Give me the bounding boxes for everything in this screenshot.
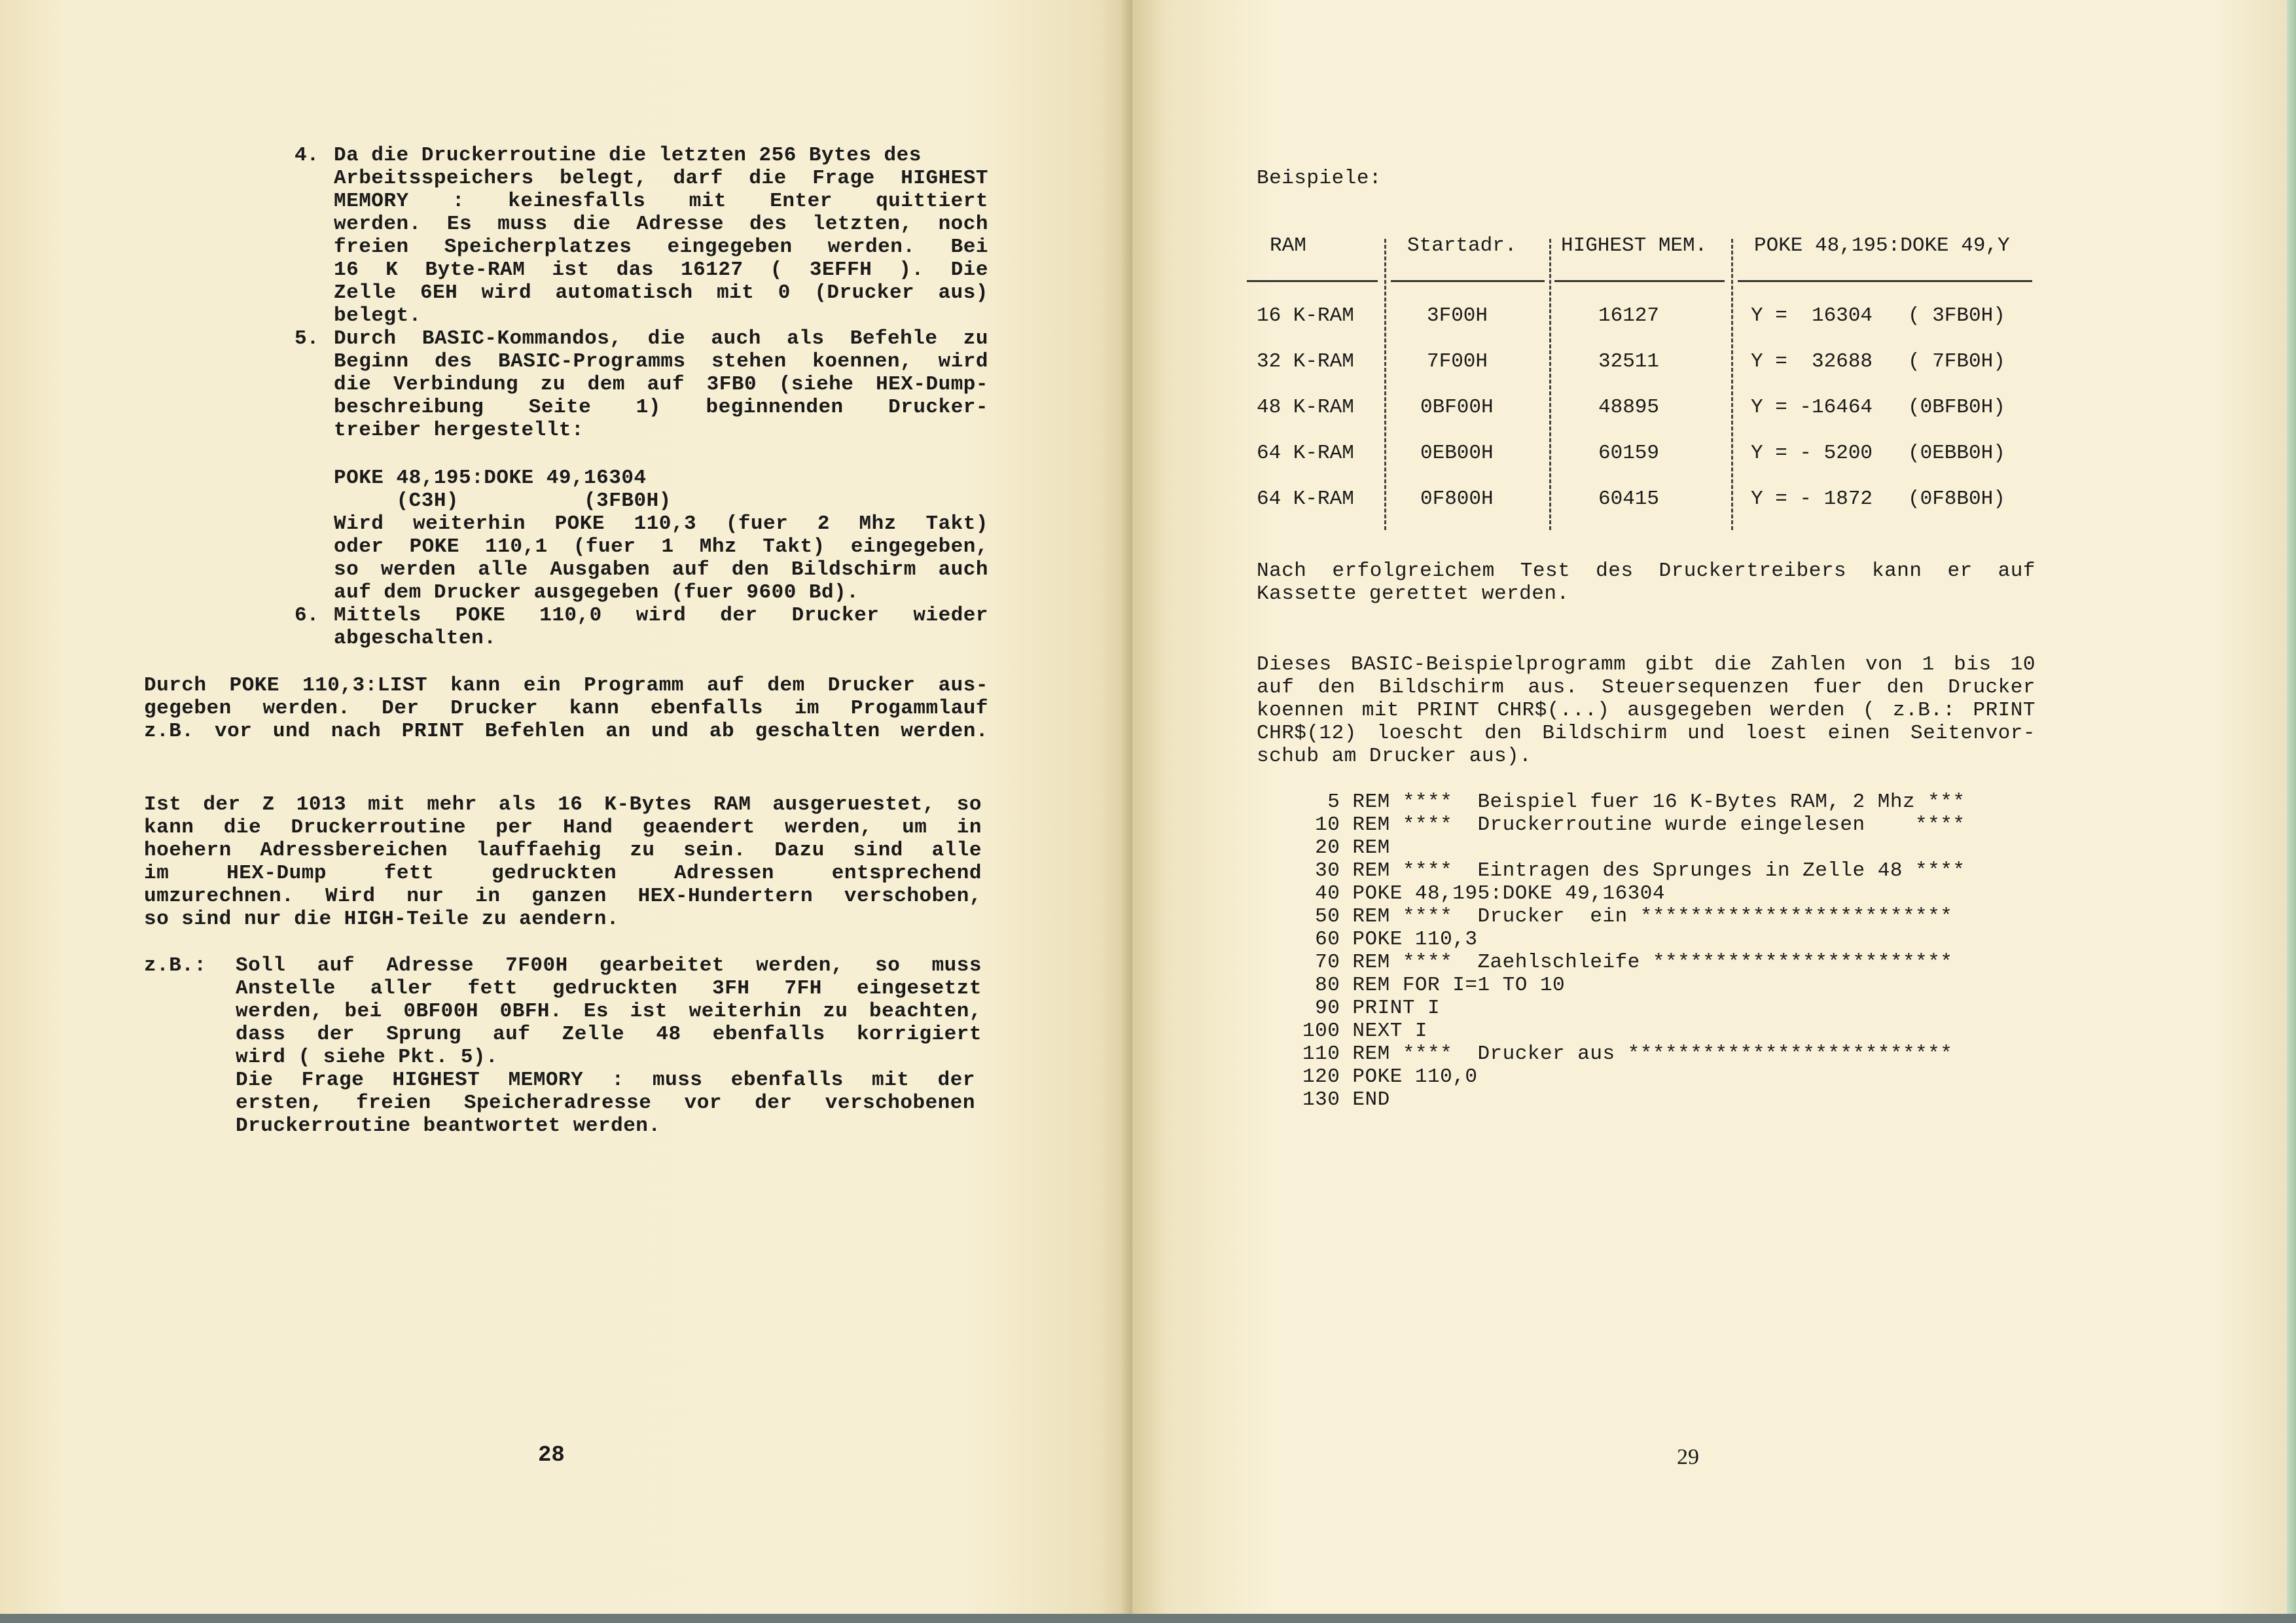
table-rule: [1554, 280, 1725, 282]
paragraph-line: ersten, freien Speicheradresse vor der verschobenen: [236, 1092, 975, 1115]
table-cell: 16 K-RAM: [1257, 304, 1354, 327]
list-item-line: belegt.: [334, 304, 422, 327]
list-item-line: Zelle 6EH wird automatisch mit 0 (Drucker aus): [334, 281, 988, 304]
paragraph-line: wird ( siehe Pkt. 5).: [236, 1046, 499, 1069]
paragraph-line: kann die Druckerroutine per Hand geaendert werden, um in: [144, 816, 982, 839]
paragraph-line: CHR$(12) loescht den Bildschirm und loest einen Seitenvor-: [1257, 722, 2036, 745]
program-line: 80 REM FOR I=1 TO 10: [1302, 974, 1566, 997]
zb-label: z.B.:: [144, 954, 207, 977]
table-cell: ( 3FB0H): [1908, 304, 2005, 327]
table-cell: 32 K-RAM: [1257, 350, 1354, 373]
table-rule: [1738, 280, 2032, 282]
table-cell: 0BF00H: [1420, 396, 1494, 419]
table-cell: Y = -16464: [1751, 396, 1873, 419]
table-cell: 0EB00H: [1420, 442, 1494, 465]
table-cell: Y = - 1872: [1751, 488, 1873, 510]
left-page: [0, 0, 1132, 1623]
program-line: 60 POKE 110,3: [1302, 928, 1478, 951]
program-line: 40 POKE 48,195:DOKE 49,16304: [1302, 882, 1665, 905]
paragraph-line: schub am Drucker aus).: [1257, 745, 1532, 768]
table-cell: 60159: [1598, 442, 1660, 465]
list-item-line: werden. Es muss die Adresse des letzten, noch: [334, 213, 988, 236]
program-line: 30 REM **** Eintragen des Sprunges in Zelle 48 ****: [1302, 859, 1965, 882]
paragraph-line: hoehern Adressbereichen lauffaehig zu sein. Dazu sind alle: [144, 839, 982, 862]
program-line: 70 REM **** Zaehlschleife ************************: [1302, 951, 1953, 974]
table-cell: 7F00H: [1427, 350, 1488, 373]
program-line: 50 REM **** Drucker ein *************************: [1302, 905, 1953, 928]
page-edge: [2287, 0, 2296, 1623]
paragraph-line: dass der Sprung auf Zelle 48 ebenfalls korrigiert: [236, 1023, 982, 1046]
program-line: 10 REM **** Druckerroutine wurde eingelesen ****: [1302, 813, 1965, 836]
paragraph-line: Dieses BASIC-Beispielprogramm gibt die Zahlen von 1 bis 10: [1257, 653, 2036, 676]
program-line: 90 PRINT I: [1302, 997, 1441, 1020]
table-cell: 60415: [1598, 488, 1660, 510]
paragraph-line: Ist der Z 1013 mit mehr als 16 K-Bytes RAM ausgeruestet, so: [144, 793, 982, 816]
paragraph-line: Durch POKE 110,3:LIST kann ein Programm auf dem Drucker aus-: [144, 674, 988, 697]
table-cell: 16127: [1598, 304, 1660, 327]
paragraph-line: so sind nur die HIGH-Teile zu aendern.: [144, 908, 619, 931]
paragraph-line: gegeben werden. Der Drucker kann ebenfalls im Progammlauf: [144, 697, 988, 720]
code-line: POKE 48,195:DOKE 49,16304: [334, 467, 647, 490]
table-cell: (0F8B0H): [1908, 488, 2005, 510]
column-separator: [1731, 239, 1733, 530]
paragraph-line: werden, bei 0BF00H 0BFH. Es ist weiterhin zu beachten,: [236, 1000, 982, 1023]
table-header-highest-mem: HIGHEST MEM.: [1561, 234, 1708, 257]
table-cell: 3F00H: [1427, 304, 1488, 327]
list-item-line: oder POKE 110,1 (fuer 1 Mhz Takt) eingegeben,: [334, 535, 988, 558]
list-item-line: Wird weiterhin POKE 110,3 (fuer 2 Mhz Takt): [334, 512, 988, 535]
program-line: 110 REM **** Drucker aus **************************: [1302, 1043, 1953, 1065]
code-line: (C3H) (3FB0H): [334, 490, 672, 512]
paragraph-line: Nach erfolgreichem Test des Druckertreibers kann er auf: [1257, 560, 2036, 582]
list-item-line: auf dem Drucker ausgegeben (fuer 9600 Bd).: [334, 581, 859, 604]
table-cell: 32511: [1598, 350, 1660, 373]
paragraph-line: Anstelle aller fett gedruckten 3FH 7FH eingesetzt: [236, 977, 982, 1000]
page-number: 28: [538, 1443, 565, 1468]
list-number: 6.: [295, 604, 319, 627]
column-separator: [1549, 239, 1551, 530]
list-item-line: so werden alle Ausgaben auf den Bildschirm auch: [334, 558, 988, 581]
list-item-line: Beginn des BASIC-Programms stehen koennen, wird: [334, 350, 988, 373]
table-cell: 64 K-RAM: [1257, 488, 1354, 510]
list-item-line: MEMORY : keinesfalls mit Enter quittiert: [334, 190, 988, 213]
table-cell: 48 K-RAM: [1257, 396, 1354, 419]
paragraph-line: koennen mit PRINT CHR$(...) ausgegeben werden ( z.B.: PRINT: [1257, 699, 2036, 722]
paragraph-line: Druckerroutine beantwortet werden.: [236, 1115, 661, 1137]
column-separator: [1384, 239, 1386, 530]
list-item-line: Da die Druckerroutine die letzten 256 Bytes des: [334, 144, 922, 167]
table-header-ram: RAM: [1270, 234, 1306, 257]
list-item-line: Durch BASIC-Kommandos, die auch als Befehle zu: [334, 327, 988, 350]
section-heading: Beispiele:: [1257, 167, 1382, 190]
table-header-poke: POKE 48,195:DOKE 49,Y: [1754, 234, 2010, 257]
list-number: 4.: [295, 144, 319, 167]
list-item-line: beschreibung Seite 1) beginnenden Drucker-: [334, 396, 988, 419]
program-line: 120 POKE 110,0: [1302, 1065, 1478, 1088]
program-line: 100 NEXT I: [1302, 1020, 1428, 1043]
table-cell: 48895: [1598, 396, 1660, 419]
paragraph-line: umzurechnen. Wird nur in ganzen HEX-Hundertern verschoben,: [144, 885, 982, 908]
table-cell: 0F800H: [1420, 488, 1494, 510]
table-cell: Y = - 5200: [1751, 442, 1873, 465]
list-item-line: treiber hergestellt:: [334, 419, 584, 442]
list-item-line: freien Speicherplatzes eingegeben werden. Bei: [334, 236, 988, 259]
table-cell: Y = 16304: [1751, 304, 1873, 327]
program-line: 20 REM: [1302, 836, 1390, 859]
paragraph-line: im HEX-Dump fett gedruckten Adressen entsprechend: [144, 862, 982, 885]
table-header-startadr: Startadr.: [1407, 234, 1517, 257]
paragraph-line: Soll auf Adresse 7F00H gearbeitet werden, so muss: [236, 954, 982, 977]
program-line: 130 END: [1302, 1088, 1390, 1111]
table-rule: [1247, 280, 1378, 282]
paragraph-line: z.B. vor und nach PRINT Befehlen an und ab geschalten werden.: [144, 720, 988, 743]
list-item-line: Arbeitsspeichers belegt, darf die Frage HIGHEST: [334, 167, 988, 190]
list-item-line: die Verbindung zu dem auf 3FB0 (siehe HEX-Dump-: [334, 373, 988, 396]
list-item-line: 16 K Byte-RAM ist das 16127 ( 3EFFH ). Die: [334, 259, 988, 281]
paragraph-line: Kassette gerettet werden.: [1257, 582, 1570, 605]
right-page: [1132, 0, 2296, 1623]
list-number: 5.: [295, 327, 319, 350]
table-cell: Y = 32688: [1751, 350, 1873, 373]
list-item-line: abgeschalten.: [334, 627, 497, 650]
scan-bottom-edge: [0, 1614, 2296, 1623]
table-cell: ( 7FB0H): [1908, 350, 2005, 373]
table-cell: 64 K-RAM: [1257, 442, 1354, 465]
table-rule: [1391, 280, 1545, 282]
page-number: 29: [1677, 1445, 1699, 1469]
list-item-line: Mittels POKE 110,0 wird der Drucker wieder: [334, 604, 988, 627]
table-cell: (0BFB0H): [1908, 396, 2005, 419]
program-line: 5 REM **** Beispiel fuer 16 K-Bytes RAM, 2 Mhz ***: [1302, 791, 1965, 813]
table-cell: (0EBB0H): [1908, 442, 2005, 465]
paragraph-line: auf den Bildschirm aus. Steuersequenzen fuer den Drucker: [1257, 676, 2036, 699]
paragraph-line: Die Frage HIGHEST MEMORY : muss ebenfalls mit der: [236, 1069, 975, 1092]
